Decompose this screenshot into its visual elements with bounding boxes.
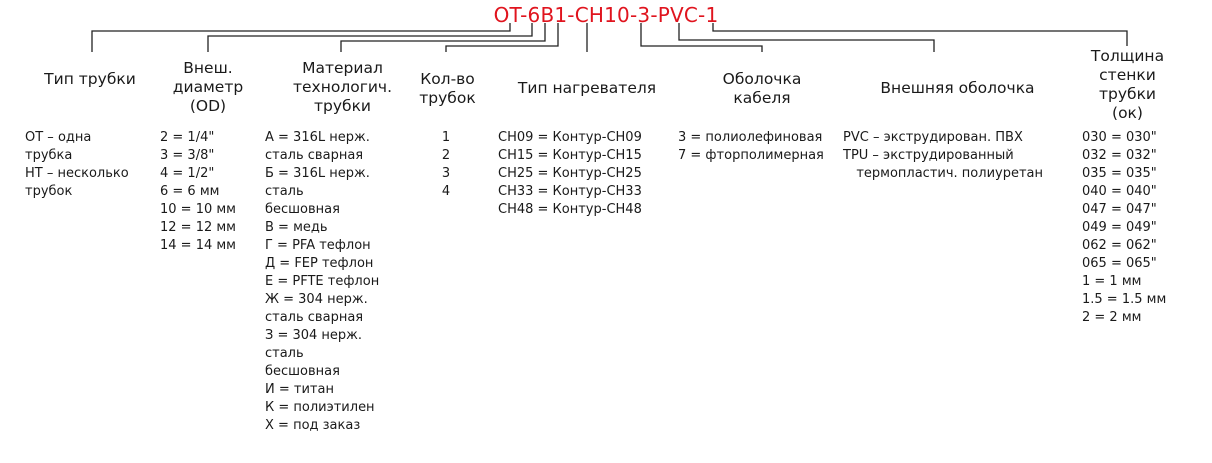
list-item: 14 = 14 мм xyxy=(160,238,236,253)
list-item: Е = PFTE тефлон xyxy=(265,274,380,289)
list-item: В = медь xyxy=(265,220,328,235)
header-cable-jacket: Оболочка кабеля xyxy=(722,70,802,107)
list-item: 4 xyxy=(441,184,451,199)
list-item: 030 = 030" xyxy=(1082,130,1157,145)
list-item: 040 = 040" xyxy=(1082,184,1157,199)
header-tube-count: Кол-во трубок xyxy=(419,70,476,107)
connector-outer-jacket xyxy=(679,23,934,52)
connector-tube-type xyxy=(92,23,510,52)
list-wall-thickness xyxy=(1082,129,1166,327)
header-heater-type: Тип нагревателя xyxy=(517,79,657,97)
header-tube-type: Тип трубки xyxy=(44,70,136,88)
list-item: 3 = полиолефиновая xyxy=(678,130,823,145)
list-item: 032 = 032" xyxy=(1082,148,1157,163)
list-item: CH15 = Контур-CH15 xyxy=(498,148,642,163)
connector-material xyxy=(341,23,545,52)
list-tube-type xyxy=(25,129,129,201)
connector-od xyxy=(208,23,532,52)
list-item: 6 = 6 мм xyxy=(160,184,220,199)
list-cable-jacket xyxy=(678,129,824,165)
list-item: 12 = 12 мм xyxy=(160,220,236,235)
list-item: TPU – экструдированный xyxy=(843,148,1014,163)
list-item: CH48 = Контур-CH48 xyxy=(498,202,642,217)
list-item: OT – одна xyxy=(25,130,92,145)
list-item: А = 316L нерж. xyxy=(265,130,370,145)
list-item: 1 xyxy=(441,130,451,145)
list-tube-count xyxy=(438,129,454,201)
header-material: Материал технологич. трубки xyxy=(292,59,393,115)
list-item: Ж = 304 нерж. xyxy=(265,292,368,307)
list-item: Г = PFA тефлон xyxy=(265,238,371,253)
list-item: бесшовная xyxy=(265,202,340,217)
connector-wall xyxy=(713,23,1127,46)
list-outer-jacket xyxy=(843,129,1043,183)
header-wall-thickness: Толщина стенки трубки (ок) xyxy=(1090,47,1165,122)
list-item: CH33 = Контур-CH33 xyxy=(498,184,642,199)
list-item: 4 = 1/2" xyxy=(160,166,215,181)
list-item: 065 = 065" xyxy=(1082,256,1157,271)
list-item: трубка xyxy=(25,148,73,163)
list-item: CH09 = Контур-CH09 xyxy=(498,130,642,145)
list-item: З = 304 нерж. xyxy=(265,328,363,343)
list-outer-diameter xyxy=(160,129,236,255)
list-item: 049 = 049" xyxy=(1082,220,1157,235)
list-item: И = титан xyxy=(265,382,334,397)
list-item: Х = под заказ xyxy=(265,418,361,433)
list-item: 2 = 1/4" xyxy=(160,130,215,145)
product-code: OT-6B1-CH10-3-PVC-1 xyxy=(493,3,719,27)
list-item: 2 xyxy=(441,148,451,163)
list-heater-type xyxy=(498,129,642,219)
list-item: 2 = 2 мм xyxy=(1082,310,1142,325)
list-item: сталь сварная xyxy=(265,148,364,163)
list-item: 3 xyxy=(441,166,451,181)
list-item: сталь xyxy=(265,184,304,199)
list-item: бесшовная xyxy=(265,364,340,379)
list-item: 047 = 047" xyxy=(1082,202,1157,217)
list-item: CH25 = Контур-CH25 xyxy=(498,166,642,181)
list-item: PVC – экструдирован. ПВХ xyxy=(843,130,1023,145)
header-outer-diameter: Внеш. диаметр (OD) xyxy=(172,59,244,115)
list-item: 062 = 062" xyxy=(1082,238,1157,253)
list-item: 1.5 = 1.5 мм xyxy=(1082,292,1167,307)
header-outer-jacket: Внешняя оболочка xyxy=(880,79,1035,97)
connector-count xyxy=(446,23,558,52)
list-item: НТ – несколько xyxy=(25,166,129,181)
list-item: 7 = фторполимерная xyxy=(678,148,824,163)
list-material xyxy=(265,129,379,435)
list-item: 3 = 3/8" xyxy=(160,148,215,163)
connector-cable-jacket xyxy=(641,23,762,52)
list-item: трубок xyxy=(25,184,73,199)
list-item: К = полиэтилен xyxy=(265,400,375,415)
list-item: 10 = 10 мм xyxy=(160,202,236,217)
list-item: термопластич. полиуретан xyxy=(856,166,1043,181)
list-item: сталь сварная xyxy=(265,310,364,325)
list-item: Д = FEP тефлон xyxy=(265,256,374,271)
list-item: Б = 316L нерж. xyxy=(265,166,370,181)
list-item: 035 = 035" xyxy=(1082,166,1157,181)
list-item: сталь xyxy=(265,346,304,361)
list-item: 1 = 1 мм xyxy=(1082,274,1142,289)
